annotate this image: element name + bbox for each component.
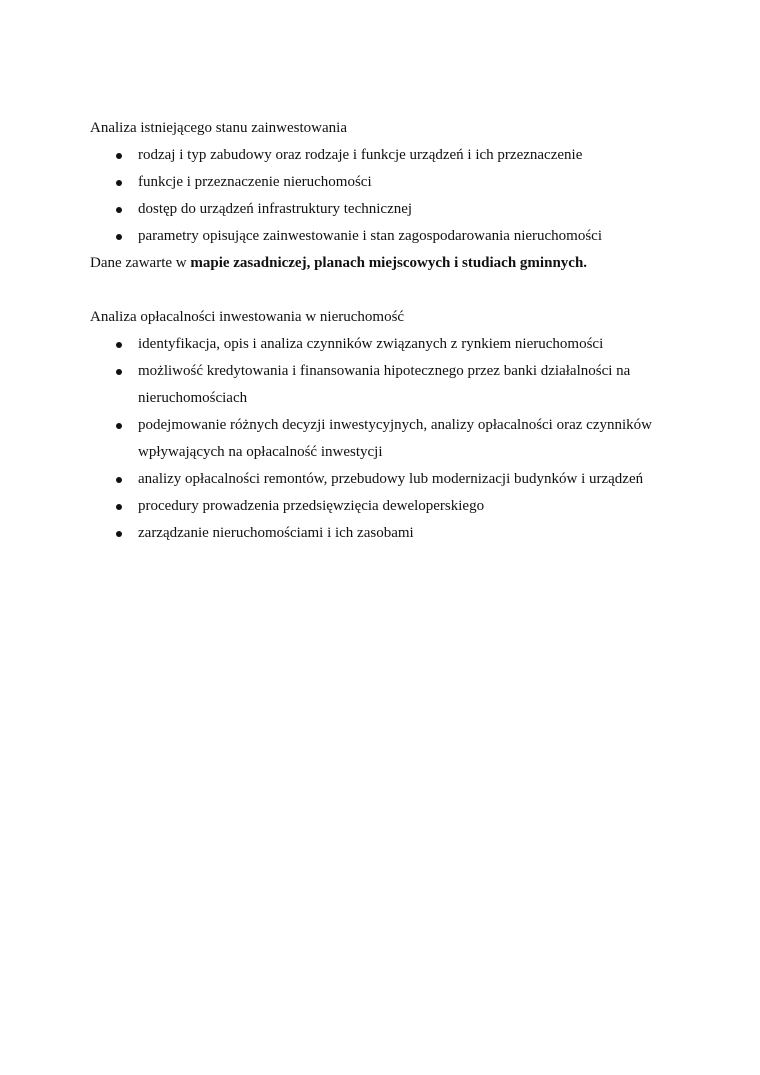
section2-list [90, 331, 680, 547]
section1-list [90, 142, 680, 250]
list-item [90, 466, 680, 493]
list-item [90, 223, 680, 250]
note-bold: mapie zasadniczej, planach miejscowych i studiach gminnych. [190, 255, 588, 271]
list-item-text: rodzaj i typ zabudowy oraz rodzaje i funkcje urządzeń i ich przeznaczenie [138, 147, 583, 163]
list-item [90, 196, 680, 223]
section1-heading: Analiza istniejącego stanu zainwestowania [90, 120, 347, 136]
list-item-text: zarządzanie nieruchomościami i ich zasobami [138, 525, 414, 541]
section-spacer [90, 277, 680, 304]
list-item [90, 169, 680, 196]
list-item [90, 493, 680, 520]
bullet-icon [116, 234, 122, 240]
bullet-icon [116, 342, 122, 348]
bullet-icon [116, 504, 122, 510]
bullet-icon [116, 153, 122, 159]
bullet-icon [116, 423, 122, 429]
data-source-note [90, 250, 680, 277]
bullet-icon [116, 180, 122, 186]
document-content [90, 115, 680, 547]
section2-heading: Analiza opłacalności inwestowania w nieruchomość [90, 309, 405, 325]
note-prefix: Dane zawarte w [90, 255, 191, 271]
list-item-text: funkcje i przeznaczenie nieruchomości [138, 174, 372, 190]
bullet-icon [116, 207, 122, 213]
bullet-icon [116, 369, 122, 375]
list-item-text: podejmowanie różnych decyzji inwestycyjnych, analizy opłacalności oraz czynników wpływających na opłacalność inwestycji [138, 417, 652, 460]
list-item-text: analizy opłacalności remontów, przebudowy lub modernizacji budynków i urządzeń [138, 471, 644, 487]
list-item-text: procedury prowadzenia przedsięwzięcia deweloperskiego [138, 498, 485, 514]
list-item-text: możliwość kredytowania i finansowania hipotecznego przez banki działalności na nieruchomościach [138, 363, 631, 406]
list-item-text: dostęp do urządzeń infrastruktury technicznej [138, 201, 413, 217]
list-item-text: parametry opisujące zainwestowanie i stan zagospodarowania nieruchomości [138, 228, 602, 244]
list-item-text: identyfikacja, opis i analiza czynników związanych z rynkiem nieruchomości [138, 336, 604, 352]
list-item [90, 331, 680, 358]
bullet-icon [116, 477, 122, 483]
list-item [90, 520, 680, 547]
list-item [90, 412, 680, 466]
bullet-icon [116, 531, 122, 537]
list-item [90, 358, 680, 412]
list-item [90, 142, 680, 169]
